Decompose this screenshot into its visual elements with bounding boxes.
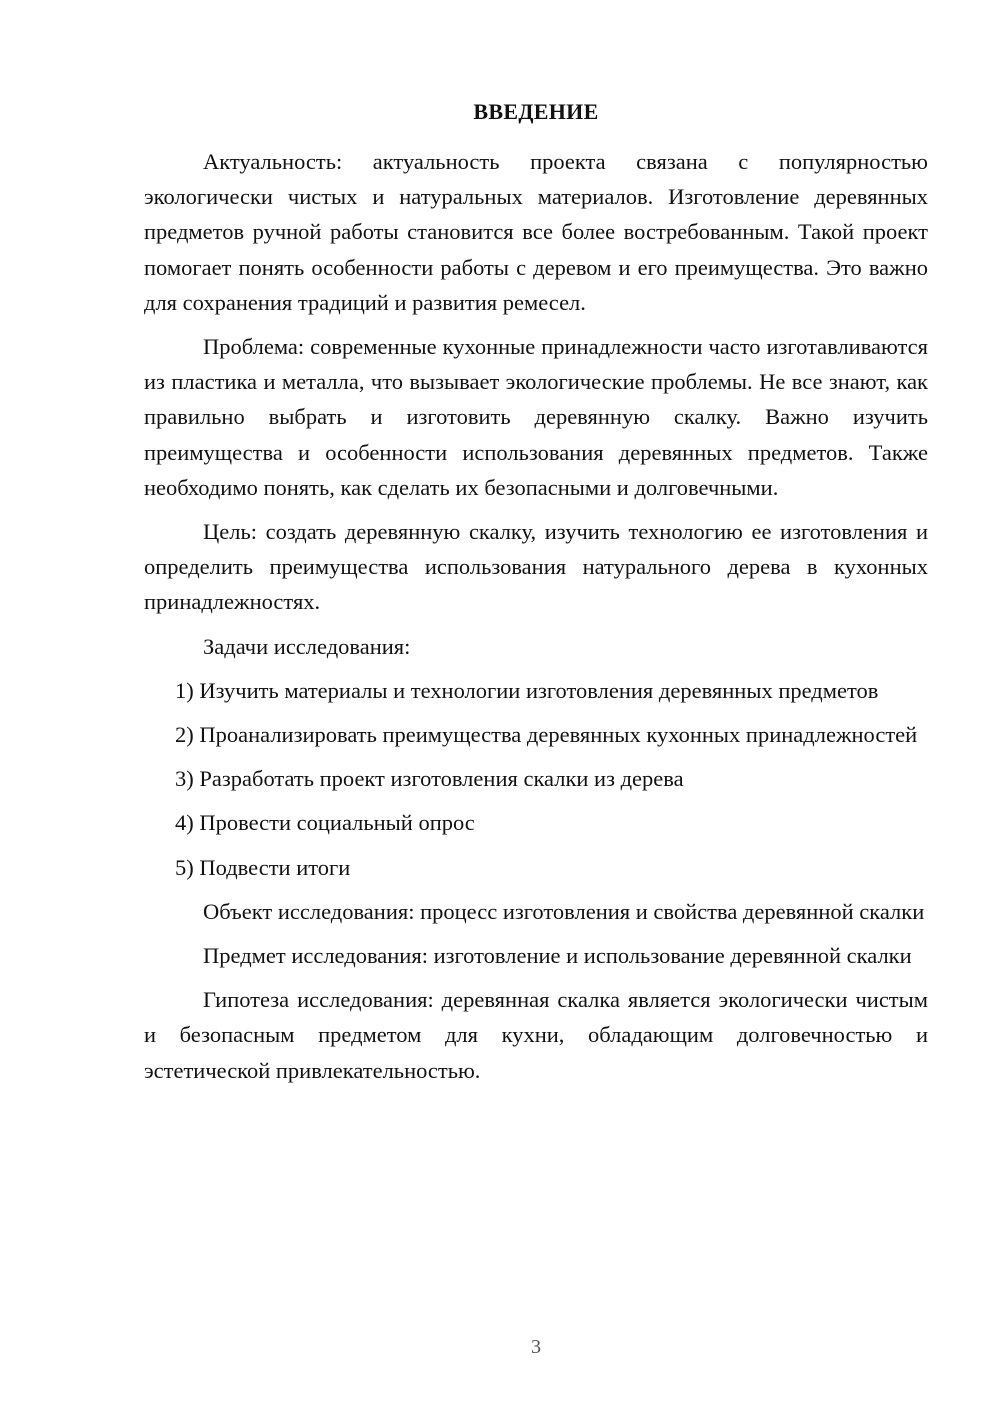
document-body [144,144,928,1097]
task-item-5: 5) Подвести итоги [175,854,351,880]
page-number: 3 [531,1336,541,1358]
paragraph-problem: Проблема: современные кухонные принадлежности часто изготавливаются из пластика и металла, что вызывает экологические проблемы. Не все знают, как правильно выбрать и изготовить деревянную скалку. Важно изучить преимущества и особенности использования деревянных предметов. Также необходимо понять, как сделать их безопасными и долговечными. [144,334,928,500]
paragraph-object: Объект исследования: процесс изготовления и свойства деревянной скалки [203,898,925,924]
task-item-4: 4) Провести социальный опрос [175,810,475,836]
task-item-2: 2) Проанализировать преимущества деревянных кухонных принадлежностей [175,722,918,748]
paragraph-tasks-intro: Задачи исследования: [203,633,411,659]
paragraph-relevance: Актуальность: актуальность проекта связана с популярностью экологически чистых и натуральных материалов. Изготовление деревянных предметов ручной работы становится все более востребованным. Такой проект помогает понять особенности работы с деревом и его преимущества. Это важно для сохранения традиций и развития ремесел. [144,149,928,315]
paragraph-goal: Цель: создать деревянную скалку, изучить технологию ее изготовления и определить преимущества использования натурального дерева в кухонных принадлежностях. [144,519,928,615]
paragraph-hypothesis: Гипотеза исследования: деревянная скалка является экологически чистым и безопасным предметом для кухни, обладающим долговечностью и эстетической привлекательностью. [144,987,928,1083]
task-item-1: 1) Изучить материалы и технологии изготовления деревянных предметов [175,677,879,703]
paragraph-subject: Предмет исследования: изготовление и использование деревянной скалки [203,943,912,969]
section-heading: ВВЕДЕНИЕ [473,99,599,124]
task-item-3: 3) Разработать проект изготовления скалки из дерева [175,766,684,792]
